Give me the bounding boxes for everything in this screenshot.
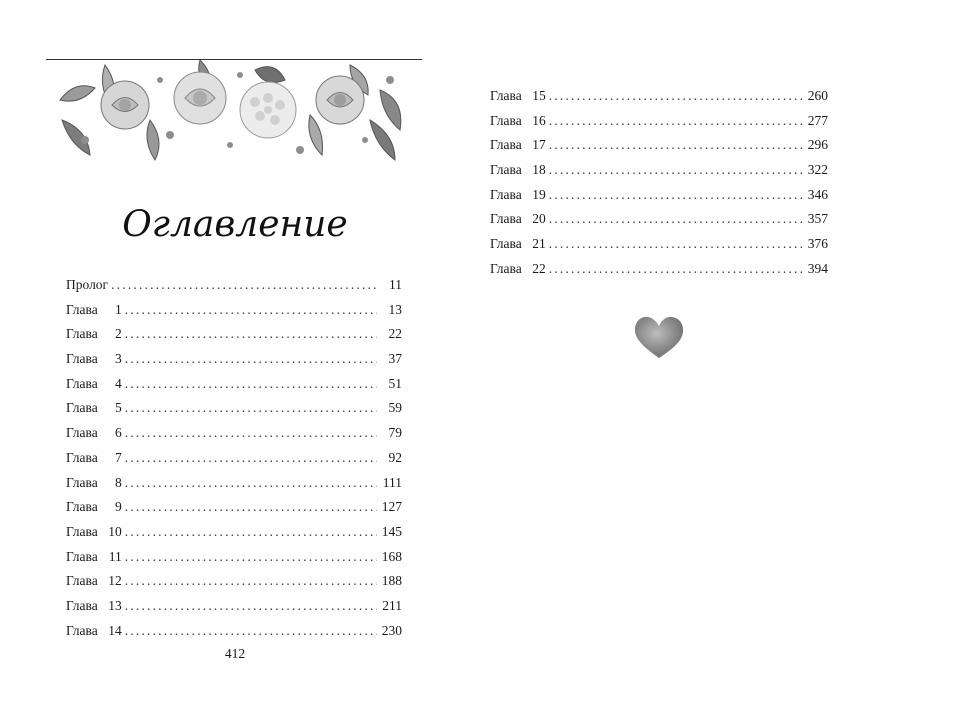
toc-entry-label: Глава: [490, 186, 522, 202]
page-number: 412: [224, 646, 246, 661]
toc-entry[interactable]: [490, 207, 828, 232]
toc-leader-dots: [549, 207, 803, 232]
toc-entry-page: 145: [381, 523, 402, 539]
toc-leader-dots: [549, 183, 803, 208]
toc-entry-page: 357: [807, 211, 828, 227]
toc-entry-label: Глава: [66, 573, 98, 589]
toc-entry[interactable]: [66, 298, 402, 323]
toc-entry-number: 12: [108, 573, 122, 589]
toc-entry[interactable]: [490, 133, 828, 158]
toc-entry-label: Глава: [66, 474, 98, 490]
toc-entry[interactable]: [66, 396, 402, 421]
toc-entry[interactable]: [66, 421, 402, 446]
toc-entry-label: Глава: [490, 112, 522, 128]
toc-title: Оглавление: [122, 204, 348, 245]
toc-entry-number: 2: [114, 326, 122, 342]
toc-entry[interactable]: [490, 232, 828, 257]
toc-entry-label: Глава: [66, 622, 98, 638]
toc-entry-number: 5: [114, 400, 122, 416]
toc-entry-page: 13: [388, 301, 402, 317]
toc-leader-dots: [549, 133, 803, 158]
toc-leader-dots: [125, 569, 377, 594]
toc-leader-dots: [125, 495, 377, 520]
toc-leader-dots: [125, 322, 377, 347]
toc-entry-page: 22: [388, 326, 402, 342]
toc-entry-number: 3: [114, 351, 122, 367]
toc-leader-dots: [125, 372, 377, 397]
toc-entry-page: 346: [807, 186, 828, 202]
toc-leader-dots: [111, 273, 377, 298]
toc-entry-page: 322: [807, 162, 828, 178]
toc-entry-page: 230: [381, 622, 402, 638]
toc-entry-page: 376: [807, 236, 828, 252]
toc-entry-number: 1: [114, 301, 122, 317]
toc-entry-number: 20: [532, 211, 546, 227]
toc-leader-dots: [549, 84, 803, 109]
toc-leader-dots: [125, 619, 377, 644]
toc-entry-label: Глава: [490, 211, 522, 227]
toc-leader-dots: [549, 158, 803, 183]
toc-entry[interactable]: [490, 84, 828, 109]
toc-entry[interactable]: [66, 569, 402, 594]
toc-entry-number: 8: [114, 474, 122, 490]
toc-entry-label: Глава: [66, 499, 98, 515]
toc-entry-page: 11: [389, 277, 402, 292]
toc-entry-label: Глава: [66, 425, 98, 441]
toc-entry-label: Глава: [66, 548, 98, 564]
toc-list-right: [490, 84, 828, 282]
toc-leader-dots: [125, 298, 377, 323]
toc-leader-dots: [549, 257, 803, 282]
toc-entry-number: 17: [532, 137, 546, 153]
toc-entry[interactable]: [490, 158, 828, 183]
toc-entry-page: 188: [381, 573, 402, 589]
toc-entry-page: 111: [382, 474, 402, 490]
toc-leader-dots: [125, 594, 377, 619]
toc-entry[interactable]: [66, 520, 402, 545]
heart-icon: [632, 314, 686, 360]
toc-entry[interactable]: [66, 446, 402, 471]
toc-entry-page: 51: [388, 375, 402, 391]
toc-entry-page: 59: [388, 400, 402, 416]
toc-entry-number: 10: [108, 523, 122, 539]
toc-entry[interactable]: [490, 183, 828, 208]
toc-entry-number: 9: [114, 499, 122, 515]
toc-entry[interactable]: [66, 273, 402, 298]
toc-leader-dots: [125, 520, 377, 545]
toc-list-left: [66, 273, 402, 643]
toc-entry-number: 21: [532, 236, 546, 252]
toc-entry-number: 11: [108, 548, 122, 564]
toc-entry-label: Глава: [66, 326, 98, 342]
toc-entry[interactable]: [490, 257, 828, 282]
toc-entry-label: Глава: [66, 301, 98, 317]
toc-leader-dots: [125, 446, 377, 471]
toc-entry-label: Глава: [66, 375, 98, 391]
toc-entry-page: 168: [381, 548, 402, 564]
toc-entry-page: 211: [382, 597, 402, 613]
toc-entry-number: 4: [114, 375, 122, 391]
toc-entry-label: Глава: [490, 260, 522, 276]
toc-entry-number: 16: [532, 112, 546, 128]
toc-entry-label: Глава: [490, 236, 522, 252]
toc-entry-number: 22: [532, 260, 546, 276]
toc-entry-number: 19: [532, 186, 546, 202]
toc-entry-page: 260: [807, 88, 828, 103]
toc-entry[interactable]: [66, 545, 402, 570]
toc-entry-page: 79: [388, 425, 402, 441]
toc-entry-number: 15: [532, 88, 546, 103]
toc-entry[interactable]: [66, 322, 402, 347]
toc-entry-label: Пролог: [66, 277, 109, 292]
toc-entry[interactable]: [66, 471, 402, 496]
toc-entry-page: 277: [807, 112, 828, 128]
toc-leader-dots: [125, 347, 377, 372]
toc-leader-dots: [549, 109, 803, 134]
toc-entry-label: Глава: [66, 351, 98, 367]
floral-illustration: [50, 60, 420, 170]
toc-entry-label: Глава: [66, 597, 98, 613]
toc-leader-dots: [125, 421, 377, 446]
toc-leader-dots: [549, 232, 803, 257]
toc-entry-number: 6: [114, 425, 122, 441]
toc-entry-page: 37: [388, 351, 402, 367]
toc-entry-number: 7: [114, 449, 122, 465]
toc-entry-label: Глава: [490, 137, 522, 153]
toc-entry-number: 18: [532, 162, 546, 178]
toc-entry-label: Глава: [66, 449, 98, 465]
toc-entry-page: 296: [807, 137, 828, 153]
toc-entry[interactable]: [66, 619, 402, 644]
toc-leader-dots: [125, 471, 377, 496]
toc-entry-page: 127: [381, 499, 402, 515]
toc-entry[interactable]: [66, 495, 402, 520]
toc-leader-dots: [125, 545, 377, 570]
toc-entry[interactable]: [66, 347, 402, 372]
toc-entry-number: 14: [108, 622, 122, 638]
toc-entry-label: Глава: [66, 523, 98, 539]
toc-entry-label: Глава: [490, 88, 522, 103]
toc-entry-number: 13: [108, 597, 122, 613]
toc-entry-label: Глава: [490, 162, 522, 178]
toc-entry[interactable]: [490, 109, 828, 134]
toc-entry[interactable]: [66, 372, 402, 397]
toc-entry-page: 92: [388, 449, 402, 465]
toc-entry[interactable]: [66, 594, 402, 619]
toc-entry-label: Глава: [66, 400, 98, 416]
toc-entry-page: 394: [807, 260, 828, 276]
toc-leader-dots: [125, 396, 377, 421]
